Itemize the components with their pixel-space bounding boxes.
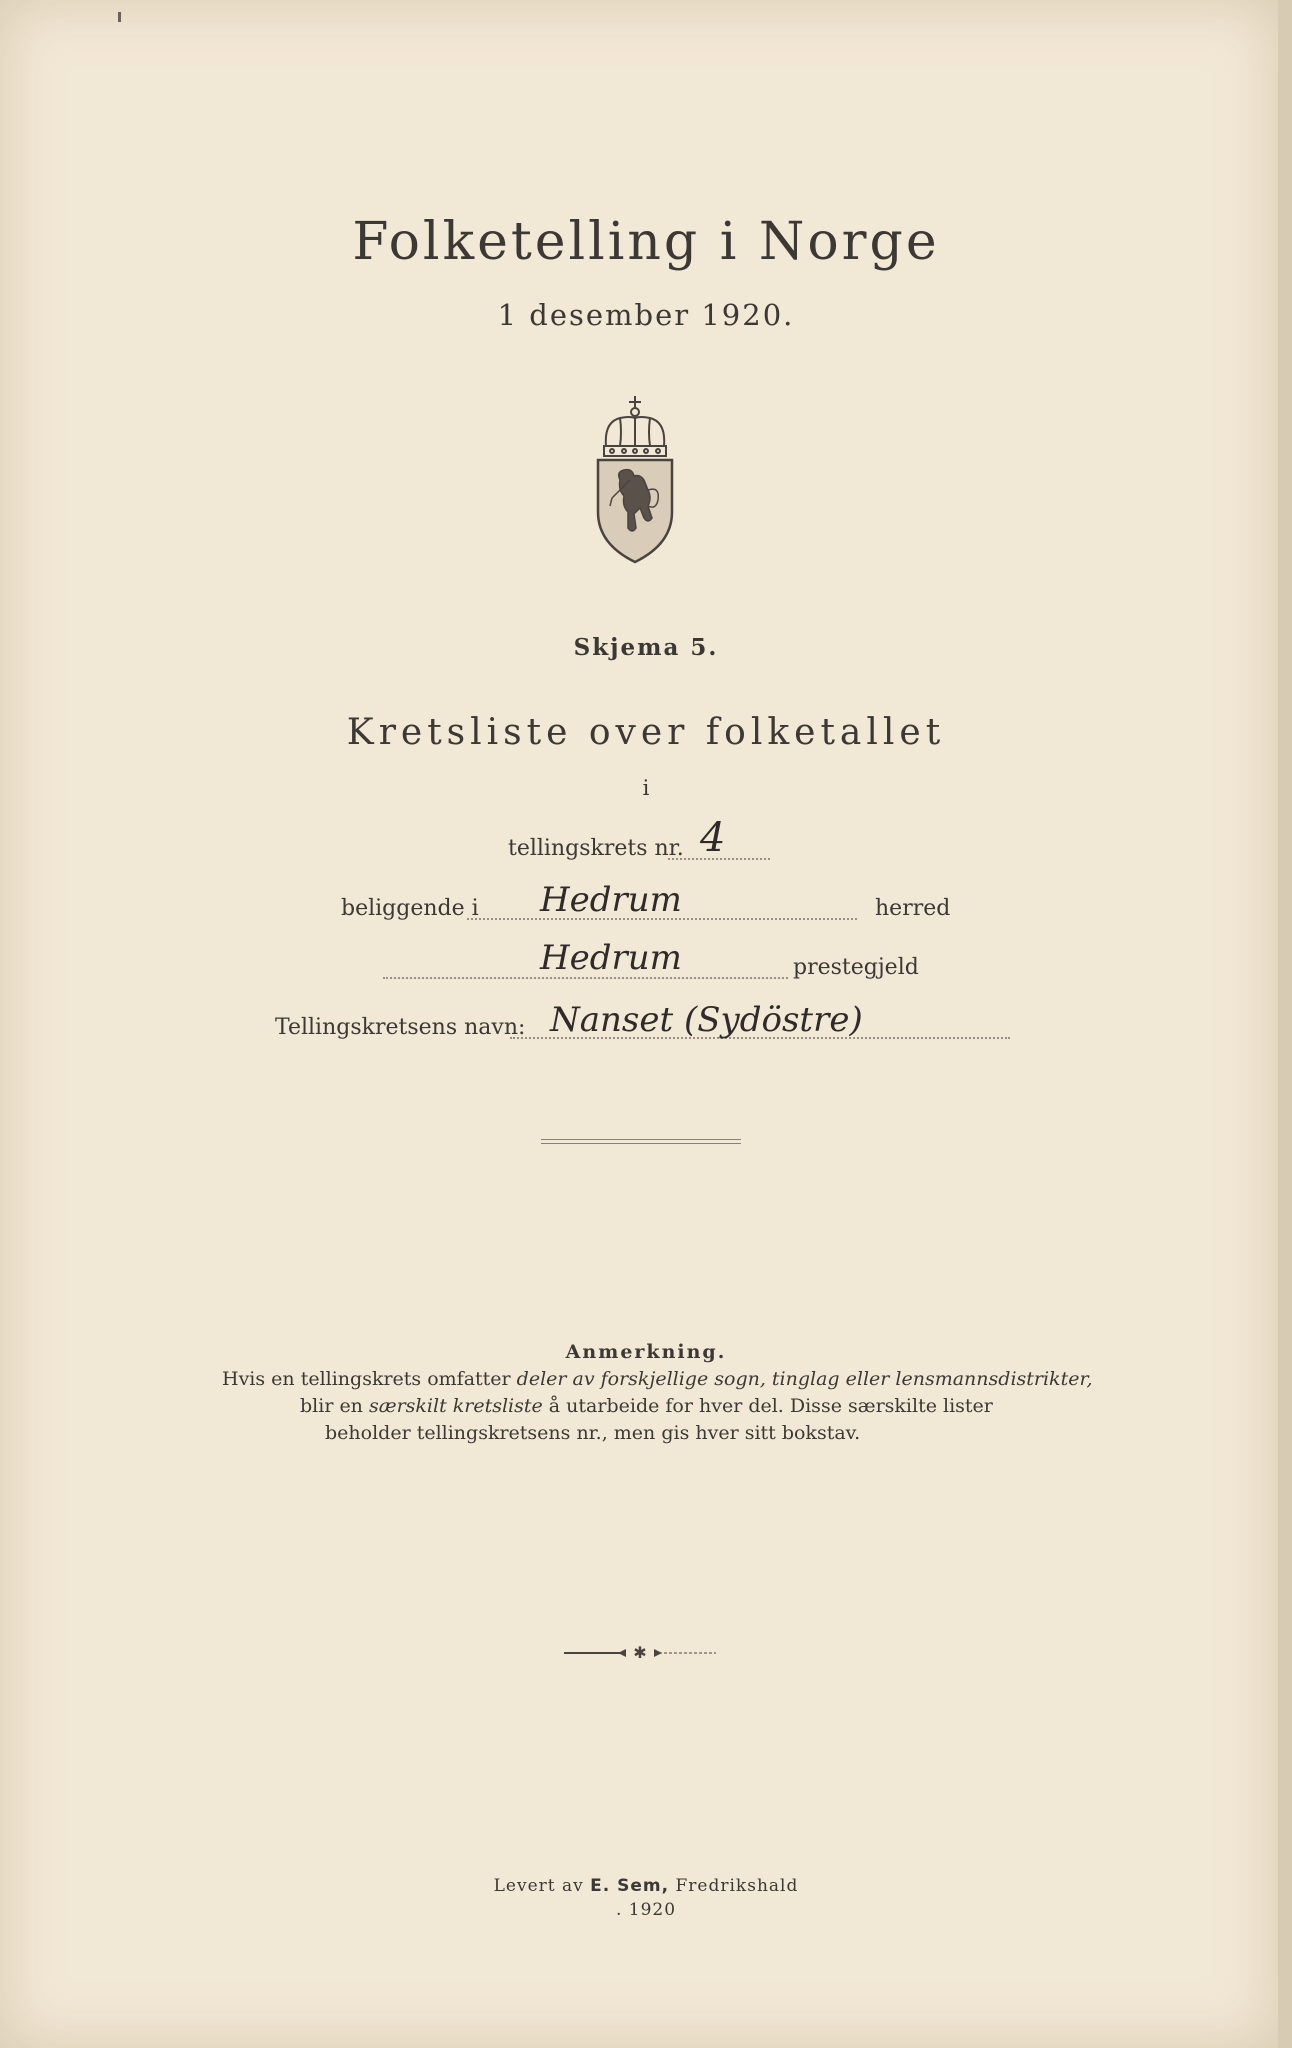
connector-word: i <box>642 776 650 800</box>
schema-number: Skjema 5. <box>573 634 719 661</box>
district-name-value: Nanset (Sydöstre) <box>550 1000 863 1040</box>
located-in-label: beliggende i <box>341 896 479 921</box>
herred-value: Hedrum <box>540 880 682 920</box>
note-line-2: blir en særskilt kretsliste å utarbeide for hver del. Disse særskilte lister <box>300 1395 993 1417</box>
corner-mark <box>118 12 121 22</box>
norwegian-coat-of-arms-icon <box>590 394 680 564</box>
note-title: Anmerkning. <box>565 1341 727 1363</box>
herred-label: herred <box>875 896 951 921</box>
census-date: 1 desember 1920. <box>497 298 795 332</box>
note-line-1: Hvis en tellingskrets omfatter deler av forskjellige sogn, tinglag eller lensmannsdistrikter, <box>222 1368 1093 1390</box>
form-heading: Kretsliste over folketallet <box>346 712 946 753</box>
ornament-divider-icon <box>560 1643 720 1663</box>
page-title: Folketelling i Norge <box>352 212 940 272</box>
parish-label: prestegjeld <box>793 955 919 980</box>
svg-text:✱: ✱ <box>633 1643 647 1662</box>
print-year: . 1920 <box>615 1900 677 1920</box>
district-number-label: tellingskrets nr. <box>508 836 684 861</box>
district-number-value: 4 <box>700 815 726 861</box>
parish-value: Hedrum <box>540 938 682 978</box>
district-name-label: Tellingskretsens navn: <box>275 1015 526 1040</box>
section-divider <box>541 1139 741 1144</box>
printer-credit: Levert av E. Sem, Fredrikshald <box>493 1876 799 1896</box>
note-line-3: beholder tellingskretsens nr., men gis hver sitt bokstav. <box>325 1422 861 1444</box>
